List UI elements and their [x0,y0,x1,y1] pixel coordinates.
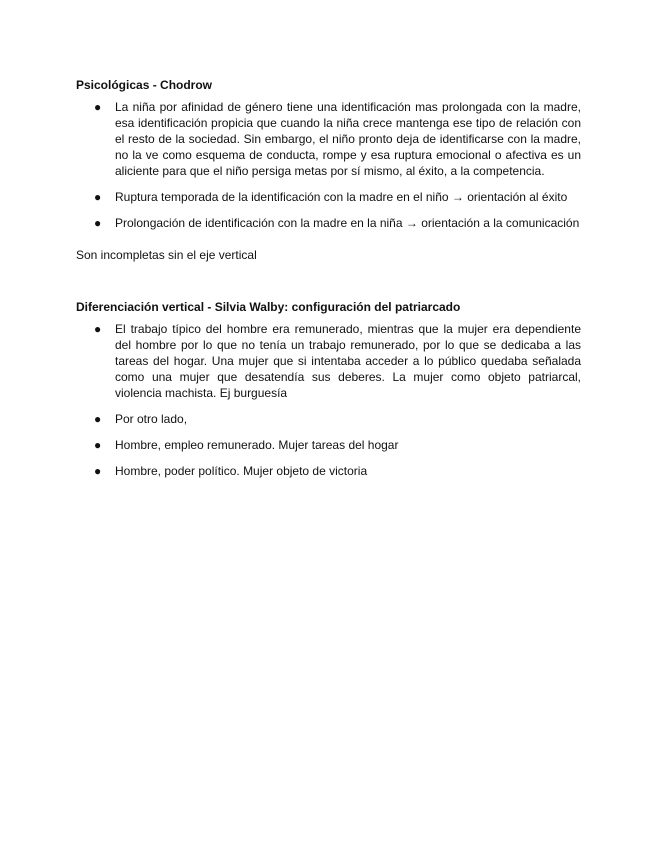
bullet-icon: ● [94,216,102,230]
section-psicologicas [76,77,581,231]
list-item-text: El trabajo típico del hombre era remunerado, mientras que la mujer era dependiente del hombre por lo que no tenía un trabajo remunerado, por lo que se dedicaba a las tareas del hogar. Una mujer que si intentaba acceder a lo público quedaba señalada como una mujer que desatendía sus deberes. La mujer como objeto patriarcal, violencia machista. Ej burguesía [115,322,581,400]
list-item [94,437,581,453]
bullet-list [76,321,581,479]
list-item [94,99,581,179]
list-item-text: Por otro lado, [115,412,188,426]
bullet-icon: ● [94,438,102,452]
list-item [94,215,581,231]
section-diferenciacion-vertical [76,299,581,479]
note-paragraph: Son incompletas sin el eje vertical [76,248,257,262]
bullet-icon: ● [94,322,102,336]
section-heading: Diferenciación vertical - Silvia Walby: configuración del patriarcado [76,300,461,314]
list-item-text: Prolongación de identificación con la madre en la niña → orientación a la comunicación [115,216,580,230]
list-item-text: La niña por afinidad de género tiene una identificación mas prolongada con la madre, esa identificación propicia que cuando la niña crece mantenga ese tipo de relación con el resto de la sociedad. Sin embargo, el niño pronto deja de identificarse con la madre, no la ve como esquema de conducta, rompe y esa ruptura emocional o afectiva es un aliciente para que el niño persiga metas por sí mismo, al éxito, a la competencia. [115,100,581,178]
list-item-text: Hombre, poder político. Mujer objeto de victoria [115,464,368,478]
bullet-icon: ● [94,190,102,204]
bullet-list [76,99,581,231]
bullet-icon: ● [94,464,102,478]
list-item-text: Hombre, empleo remunerado. Mujer tareas del hogar [115,438,399,452]
list-item [94,321,581,401]
list-item-text: Ruptura temporada de la identificación con la madre en el niño → orientación al éxito [115,190,568,204]
document-body [76,77,581,489]
list-item [94,411,581,427]
list-item [94,189,581,205]
bullet-icon: ● [94,412,102,426]
section-heading: Psicológicas - Chodrow [76,78,213,92]
list-item [94,463,581,479]
bullet-icon: ● [94,100,102,114]
